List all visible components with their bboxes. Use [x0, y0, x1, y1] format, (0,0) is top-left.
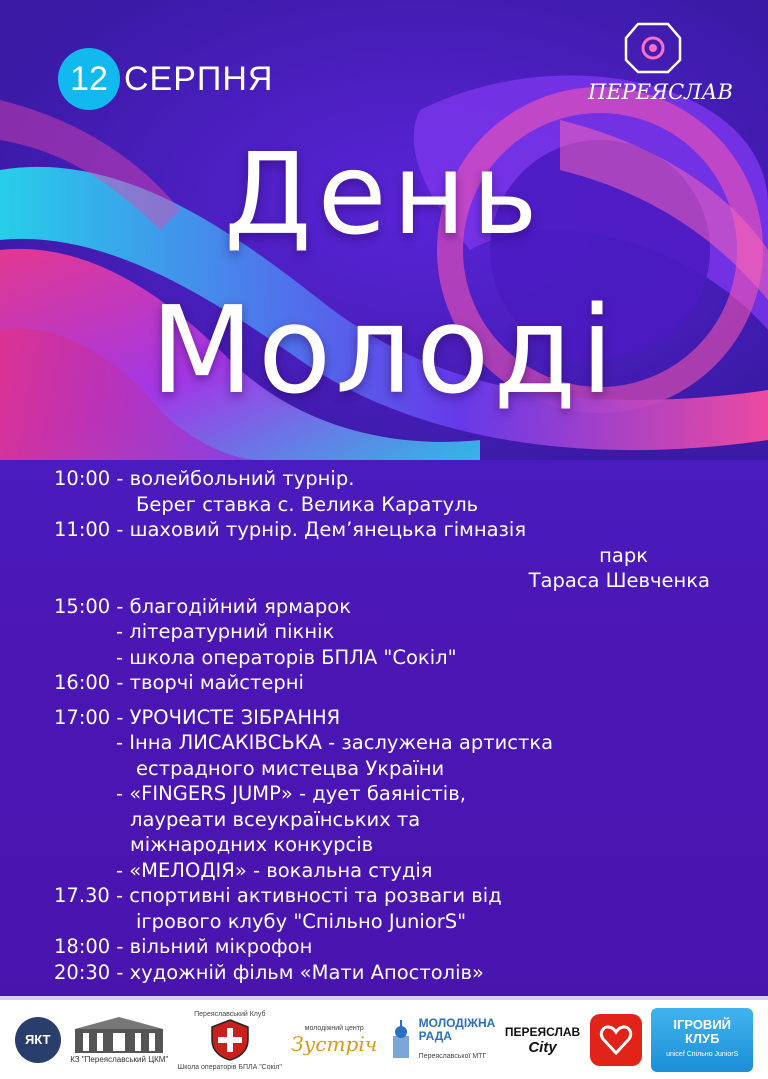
akt-logo-icon: ЯКТ [15, 1017, 61, 1063]
schedule-line: 16:00 - творчі майстерні [54, 671, 304, 694]
schedule-line: 15:00 - благодійний ярмарок [54, 594, 351, 618]
title-line-1: День [224, 130, 544, 260]
schedule-line: 18:00 - вільний мікрофон [54, 935, 313, 958]
council-line-1: МОЛОДІЖНА [418, 1016, 496, 1030]
schedule-line: естрадного мистецва України [136, 756, 445, 780]
date-month: СЕРПНЯ [124, 59, 274, 98]
partners-footer [0, 996, 768, 1079]
games-club-badge [651, 1008, 753, 1072]
schedule-line: ігрового клубу "Спільно JuniorS" [136, 909, 467, 933]
schedule-line: Берег ставка с. Велика Каратуль [136, 492, 479, 516]
partner-logo-youth-council [387, 1017, 496, 1062]
youth-center-name: Зустріч [291, 1032, 378, 1056]
pereyaslav-city-logo [588, 20, 733, 104]
city-logo-text: ПЕРЕЯСЛАВ [588, 80, 733, 104]
partner-logo-red [590, 1014, 642, 1066]
schedule-line: парк [599, 543, 648, 567]
schedule-line: - літературний пікнік [116, 620, 335, 643]
council-sub: Переяславської МТГ [418, 1053, 487, 1060]
shield-icon [208, 1018, 252, 1062]
schedule-line: 17:00 - УРОЧИСТЕ ЗІБРАННЯ [54, 705, 341, 729]
schedule-line: 11:00 - шаховий турнір. Дем’янецька гімназія [54, 518, 527, 541]
city-line-2: City [528, 1038, 557, 1056]
partner-logo-ckm [70, 1015, 168, 1064]
sokil-top-label: Переяславський Клуб [194, 1010, 266, 1018]
schedule-line: 20:30 - художній фільм «Мати Апостолів» [54, 960, 484, 984]
event-schedule [54, 466, 734, 985]
schedule-line: 17.30 - спортивні активності та розваги від [54, 884, 502, 907]
title-line-2: Молоді [150, 282, 618, 421]
ckm-label: КЗ "Переяславський ЦКМ" [70, 1055, 169, 1064]
games-club-sub: unicef Спільно JuniorS [666, 1050, 739, 1058]
schedule-line: - Інна ЛИСАКІВСЬКА - заслужена артистка [116, 731, 554, 754]
sokil-bottom-label: Школа операторів БПЛА "Сокіл" [177, 1063, 282, 1071]
youth-center-top: молодіжний центр [304, 1025, 364, 1032]
partner-logo-sokil [178, 1009, 282, 1071]
city-emblem-icon [588, 20, 718, 80]
city-line-1: ПЕРЕЯСЛАВ [504, 1024, 581, 1039]
games-club-line-2: КЛУБ [684, 1030, 720, 1046]
partner-logo-pereyaslav-city [505, 1024, 580, 1056]
schedule-line: Тараса Шевченка [528, 569, 710, 592]
partner-logo-games-club [651, 1008, 753, 1072]
date-day-badge: 12 [58, 48, 120, 110]
schedule-line: міжнародних конкурсів [130, 833, 374, 856]
partner-logo-akt [15, 1017, 61, 1063]
schedule-line: - школа операторів БПЛА "Сокіл" [116, 645, 457, 669]
schedule-line: 10:00 - волейбольний турнір. [54, 467, 355, 490]
schedule-line: - «МЕЛОДІЯ» - вокальна студія [116, 858, 433, 882]
schedule-line: - «FINGERS JUMP» - дует баяністів, [116, 782, 466, 805]
games-club-line-1: ІГРОВИЙ [673, 1016, 732, 1032]
building-icon [73, 1015, 165, 1055]
heart-hands-icon [590, 1014, 642, 1066]
council-line-2: РАДА [418, 1029, 452, 1043]
partner-logo-youth-center [291, 1023, 377, 1056]
event-date [58, 48, 273, 110]
schedule-line: лауреати всеукраїнських та [130, 807, 421, 831]
church-icon [387, 1020, 415, 1060]
